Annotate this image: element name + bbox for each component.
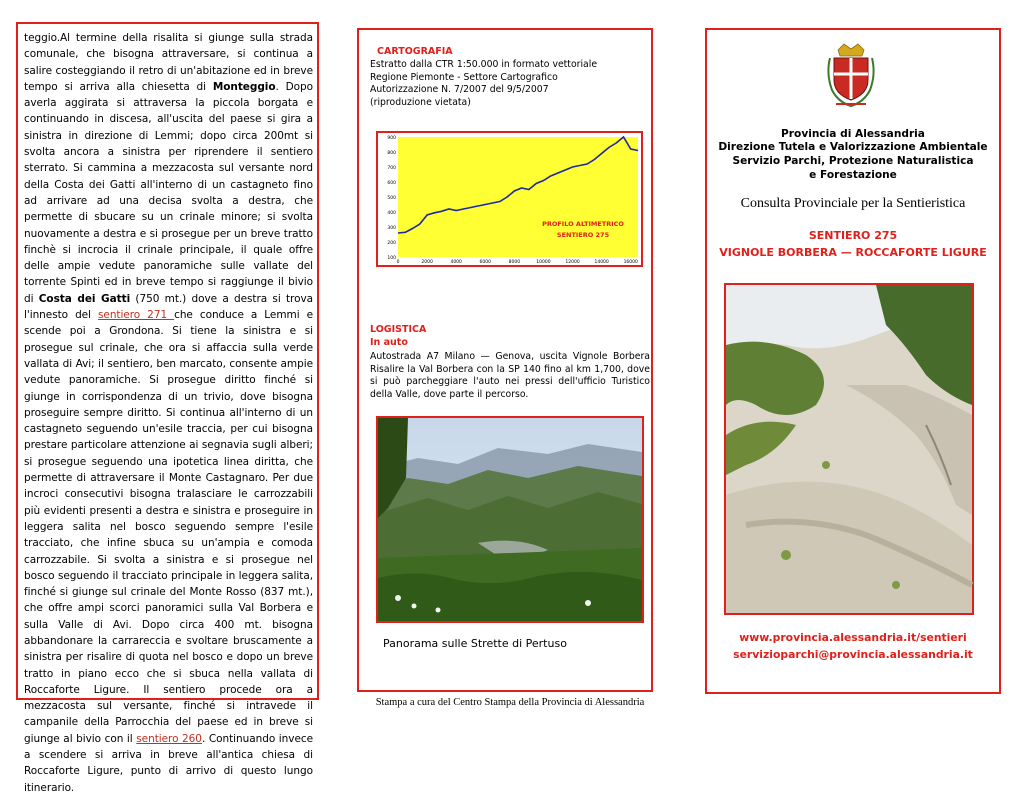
logistica-heading: LOGISTICA xyxy=(370,324,427,335)
cartografia-info xyxy=(370,59,650,109)
chart-title-line2: SENTIERO 275 xyxy=(556,231,610,239)
x-tick-label: 16000 xyxy=(623,260,638,265)
print-credit: Stampa a cura del Centro Stampa della Provincia di Alessandria xyxy=(375,697,645,708)
cartografia-heading: CARTOGRAFIA xyxy=(377,46,453,57)
itinerary-text-part: che conduce a Lemmi e scende poi a Grondona. Si tiene la sinistra e si prosegue sul crinale, che ora si affaccia sulla verde vallata di Avi; il sentiero, ben marcato, consente ampie vedute panoramiche. Si prosegue diritto finché si giunge in corrispondenza di un trivio, dove bisogna proseguire sempre diritto. Si continua all'interno di un castagneto seguendo un'esile traccia, per cui bisogna prestare particolare attenzione ai segnavia sugli alberi; si prosegue seguendo una ipotetica linea diritta, che permette di attraversare il Monte Castagnaro. Per due incroci consecutivi bisogna tralasciare le carrozzabili più evidenti presenti a destra e sinistra e proseguire in leggera salita nel bosco seguendo sempre l'esile tracciato, che infine sbuca su un'ampia e comoda carrozzabile. Si svolta a sinistra e si prosegue nel bosco seguendo il tracciato principale in leggera salita, finché si giunge sul crinale del Monte Rosso (837 mt.), che offre ampi scorci panoramici sulla Val Borbera e sulla Valle di Avi. Dopo circa 400 mt. bisogna abbandonare la carrareccia e svoltare bruscamente a sinistra per risalire di quota nel bosco e dopo un breve tratto in piano ecco che si sbuca nella vallata di Roccaforte Ligure. Il sentiero procede ora a mezzacosta sul versante, finché si intravede il campanile della Parrocchia del paese ed in breve si giunge al bivio con il xyxy=(24,309,313,745)
org-provincia: Provincia di Alessandria xyxy=(781,128,925,140)
trail-photo xyxy=(724,283,974,615)
y-tick-label: 500 xyxy=(387,196,396,201)
place-monteggio: Monteggio xyxy=(212,80,276,93)
y-tick-label: 300 xyxy=(387,226,396,231)
itinerary-text xyxy=(24,30,313,796)
elevation-profile-chart xyxy=(376,131,643,267)
left-panel xyxy=(16,22,319,794)
x-tick-label: 8000 xyxy=(508,260,521,265)
email-link[interactable]: servizioparchi@provincia.alessandria.it xyxy=(733,648,973,661)
itinerary-text-part: . Continuando invece a scendere si arriva in breve all'antica chiesa di Roccaforte Ligure, punto di arrivo di questo lungo itinerario. xyxy=(24,732,313,794)
y-tick-label: 900 xyxy=(387,136,396,141)
y-tick-label: 100 xyxy=(387,256,396,261)
sentiero-route: VIGNOLE BORBERA — ROCCAFORTE LIGURE xyxy=(719,246,987,259)
sentiero-271-link[interactable]: sentiero 271 xyxy=(97,309,175,322)
cartografia-line: (riproduzione vietata) xyxy=(370,96,471,108)
y-tick-label: 700 xyxy=(387,166,396,171)
website-link[interactable]: www.provincia.alessandria.it/sentieri xyxy=(739,631,967,644)
chart-title-line1: PROFILO ALTIMETRICO xyxy=(542,220,624,228)
org-servizio: Servizio Parchi, Protezione Naturalistica xyxy=(732,155,974,167)
plot-area xyxy=(398,137,638,257)
coat-of-arms-logo xyxy=(826,44,876,108)
consulta-title: Consulta Provinciale per la Sentieristica xyxy=(740,196,966,211)
trail-image xyxy=(726,285,972,613)
itinerary-text-part: (750 mt.) dove a destra si trova l'innesto del xyxy=(24,292,313,322)
y-tick-label: 800 xyxy=(387,151,396,156)
y-tick-label: 200 xyxy=(387,241,396,246)
x-tick-label: 6000 xyxy=(479,260,491,265)
sentiero-number: SENTIERO 275 xyxy=(808,229,898,242)
x-tick-label: 10000 xyxy=(536,260,551,265)
x-tick-label: 14000 xyxy=(594,260,609,265)
cartografia-line: Regione Piemonte - Settore Cartografico xyxy=(370,71,558,83)
cartografia-line: Estratto dalla CTR 1:50.000 in formato vettoriale xyxy=(370,59,598,70)
itinerary-text-part: teggio.Al termine della risalita si giunge sulla strada comunale, che bisogna attraversare, si continua a salire costeggiando il retro di un'abitazione ed in breve tempo si arriva alla chiesetta di xyxy=(24,32,313,93)
x-tick-label: 2000 xyxy=(421,260,433,265)
org-forestazione: e Forestazione xyxy=(809,169,897,181)
logistica-text: Autostrada A7 Milano — Genova, uscita Vignole Borbera Risalire la Val Borbera con la SP 140 fino al km 1,700, dove si può parcheggiare l'auto nei pressi dell'ufficio Turistico della Valle, dove parte il percorso. xyxy=(370,351,650,400)
x-tick-label: 12000 xyxy=(565,260,580,265)
panorama-caption: Panorama sulle Strette di Pertuso xyxy=(383,637,567,650)
panorama-photo xyxy=(376,416,644,623)
place-costa-dei-gatti: Costa dei Gatti xyxy=(38,292,131,305)
x-tick-label: 4000 xyxy=(450,260,462,265)
x-tick-label: 0 xyxy=(396,260,400,265)
panorama-image xyxy=(378,418,642,621)
sentiero-260-link[interactable]: sentiero 260 xyxy=(136,732,202,745)
cartografia-line: Autorizzazione N. 7/2007 del 9/5/2007 xyxy=(370,84,549,95)
y-tick-label: 400 xyxy=(387,211,396,216)
in-auto-subheading: In auto xyxy=(370,337,408,348)
elevation-chart-svg xyxy=(378,133,641,265)
y-tick-label: 600 xyxy=(387,181,396,186)
itinerary-text-part: . Dopo averla aggirata si attraversa la piccola borgata e continuando in discesa, all'uscita del paese si gira a sinistra in direzione di Lemmi; dopo circa 200mt si svolta ancora a sinistra per riprendere il sentiero sterrato. Si cammina a mezzacosta sul versante nord della Costa dei Gatti all'interno di un castagneto fino ad arrivare ad una decisa svolta a destra, che permette di sbucare su un crinale minore; si svolta nuovamente a destra e si prosegue per un breve tratto finchè si incrocia il crinale principale, il quale offre delle ampie vedute panoramiche sulle vallate del torrente Spinti ed in breve tempo si raggiunge il bivio di xyxy=(24,80,314,305)
org-direzione: Direzione Tutela e Valorizzazione Ambientale xyxy=(718,141,988,153)
